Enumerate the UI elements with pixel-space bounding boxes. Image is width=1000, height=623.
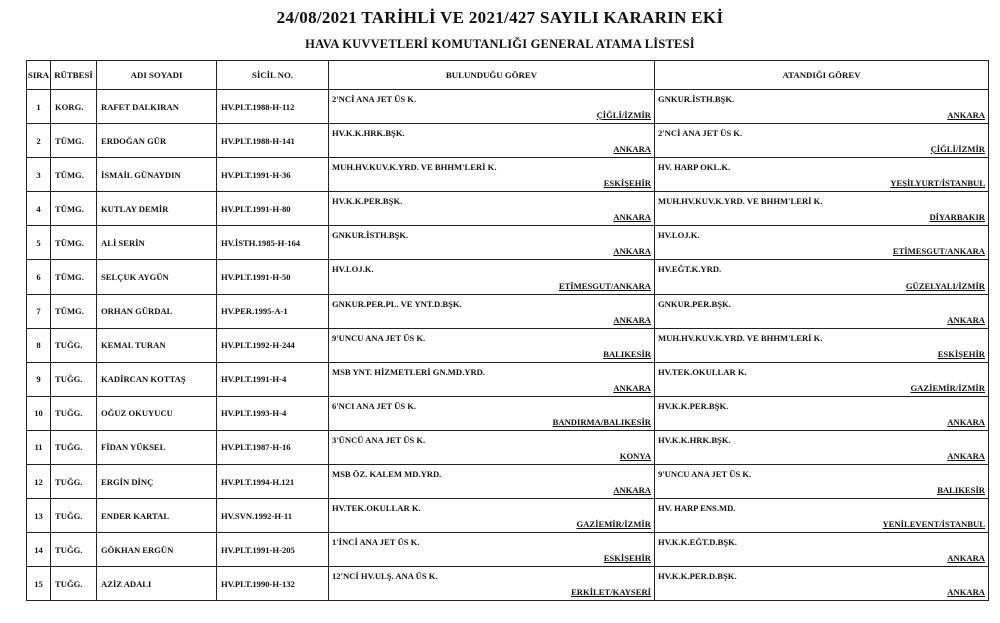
gorev-location: GAZİEMİR/İZMİR	[910, 382, 985, 393]
row-bulundugu-gorev	[329, 465, 655, 499]
row-sicil-no: HV.PLT.1990-H-132	[217, 567, 329, 601]
gorev-location: ANKARA	[947, 110, 985, 121]
row-sira: 6	[27, 260, 51, 294]
row-sira: 3	[27, 158, 51, 192]
row-ad-soyad: OĞUZ OKUYUCU	[97, 396, 217, 430]
row-ad-soyad: İSMAİL GÜNAYDIN	[97, 158, 217, 192]
header-sicil-no: SİCİL NO.	[217, 61, 329, 90]
gorev-location: ANKARA	[947, 314, 985, 325]
row-sira: 9	[27, 362, 51, 396]
table-row	[27, 567, 989, 601]
row-bulundugu-gorev	[329, 396, 655, 430]
row-sicil-no: HV.SVN.1992-H-11	[217, 499, 329, 533]
gorev-location: ANKARA	[613, 314, 651, 325]
document-title: 24/08/2021 TARİHLİ VE 2021/427 SAYILI KARARIN EKİ	[276, 8, 724, 27]
header-sira: SIRA	[27, 61, 51, 90]
gorev-location: ESKİŞEHİR	[603, 553, 651, 564]
gorev-unit: GNKUR.PER.BŞK.	[658, 298, 731, 309]
gorev-location: YENİLEVENT/İSTANBUL	[882, 519, 985, 530]
table-row	[27, 260, 989, 294]
table-row	[27, 430, 989, 464]
table-row	[27, 90, 989, 124]
row-ad-soyad: SELÇUK AYGÜN	[97, 260, 217, 294]
row-rutbe: TÜMG.	[51, 192, 97, 226]
row-rutbe: TUĞG.	[51, 499, 97, 533]
row-sira: 4	[27, 192, 51, 226]
gorev-location: BANDIRMA/BALIKESİR	[552, 416, 651, 427]
row-bulundugu-gorev	[329, 192, 655, 226]
gorev-location: ETİMESGUT/ANKARA	[558, 280, 651, 291]
row-ad-soyad: KEMAL TURAN	[97, 328, 217, 362]
row-rutbe: TUĞG.	[51, 362, 97, 396]
gorev-location: KONYA	[619, 451, 651, 462]
gorev-location: ERKİLET/KAYSERİ	[571, 587, 651, 598]
gorev-location: BALIKESİR	[603, 348, 651, 359]
gorev-location: GAZİEMİR/İZMİR	[576, 519, 651, 530]
table-row	[27, 226, 989, 260]
gorev-unit: 1'İNCİ ANA JET ÜS K.	[332, 537, 420, 548]
row-rutbe: TÜMG.	[51, 124, 97, 158]
table-row	[27, 158, 989, 192]
gorev-location: GÜZELYALI/İZMİR	[905, 280, 985, 291]
header-rutbe: RÜTBESİ	[51, 61, 97, 90]
gorev-location: ÇİĞLİ/İZMİR	[930, 144, 985, 155]
row-sicil-no: HV.PLT.1991-H-205	[217, 533, 329, 567]
document-subtitle: HAVA KUVVETLERİ KOMUTANLIĞI GENERAL ATAMA LİSTESİ	[305, 37, 695, 51]
gorev-unit: HV.K.K.PER.D.BŞK.	[658, 571, 737, 582]
row-sicil-no: HV.PLT.1991-H-4	[217, 362, 329, 396]
gorev-unit: 6'NCI ANA JET ÜS K.	[332, 400, 417, 411]
row-sira: 12	[27, 465, 51, 499]
gorev-unit: 3'ÜNCÜ ANA JET ÜS K.	[332, 434, 426, 445]
table-row	[27, 465, 989, 499]
gorev-unit: HV. HARP ENS.MD.	[658, 503, 736, 514]
row-bulundugu-gorev	[329, 430, 655, 464]
row-atandigi-gorev	[655, 567, 989, 601]
gorev-unit: HV.K.K.PER.BŞK.	[658, 400, 729, 411]
row-atandigi-gorev	[655, 465, 989, 499]
row-ad-soyad: RAFET DALKIRAN	[97, 90, 217, 124]
gorev-location: ANKARA	[947, 416, 985, 427]
row-rutbe: TUĞG.	[51, 533, 97, 567]
row-rutbe: KORG.	[51, 90, 97, 124]
table-row	[27, 396, 989, 430]
row-atandigi-gorev	[655, 328, 989, 362]
row-atandigi-gorev	[655, 362, 989, 396]
row-rutbe: TÜMG.	[51, 260, 97, 294]
row-sira: 10	[27, 396, 51, 430]
row-bulundugu-gorev	[329, 328, 655, 362]
gorev-unit: 2'NCİ ANA JET ÜS K.	[658, 128, 743, 139]
table-row	[27, 499, 989, 533]
row-atandigi-gorev	[655, 226, 989, 260]
gorev-unit: HV.K.K.HRK.BŞK.	[658, 434, 731, 445]
row-sicil-no: HV.PLT.1988-H-112	[217, 90, 329, 124]
row-sira: 15	[27, 567, 51, 601]
gorev-unit: HV. HARP OKL.K.	[658, 162, 731, 173]
table-row	[27, 294, 989, 328]
gorev-location: ÇİĞLİ/İZMİR	[596, 110, 651, 121]
row-sira: 7	[27, 294, 51, 328]
gorev-location: ANKARA	[947, 553, 985, 564]
gorev-unit: 2'NCİ ANA JET ÜS K.	[332, 94, 417, 104]
row-sira: 5	[27, 226, 51, 260]
gorev-unit: 9'UNCU ANA JET ÜS K.	[658, 469, 752, 480]
row-ad-soyad: FİDAN YÜKSEL	[97, 430, 217, 464]
row-rutbe: TUĞG.	[51, 328, 97, 362]
row-sicil-no: HV.PLT.1992-H-244	[217, 328, 329, 362]
gorev-unit: GNKUR.İSTH.BŞK.	[332, 230, 409, 241]
row-ad-soyad: ERGİN DİNÇ	[97, 465, 217, 499]
row-sicil-no: HV.PLT.1987-H-16	[217, 430, 329, 464]
row-ad-soyad: ORHAN GÜRDAL	[97, 294, 217, 328]
row-ad-soyad: KUTLAY DEMİR	[97, 192, 217, 226]
gorev-unit: HV.K.K.PER.BŞK.	[332, 196, 403, 207]
row-rutbe: TUĞG.	[51, 465, 97, 499]
gorev-location: ANKARA	[613, 144, 651, 155]
row-rutbe: TUĞG.	[51, 430, 97, 464]
row-sicil-no: HV.PLT.1991-H-36	[217, 158, 329, 192]
row-bulundugu-gorev	[329, 158, 655, 192]
row-sicil-no: HV.İSTH.1985-H-164	[217, 226, 329, 260]
gorev-unit: MSB ÖZ. KALEM MD.YRD.	[332, 469, 442, 480]
row-sicil-no: HV.PLT.1994-H.121	[217, 465, 329, 499]
row-bulundugu-gorev	[329, 533, 655, 567]
row-bulundugu-gorev	[329, 499, 655, 533]
table-row	[27, 533, 989, 567]
row-atandigi-gorev	[655, 533, 989, 567]
table-row	[27, 124, 989, 158]
row-ad-soyad: GÖKHAN ERGÜN	[97, 533, 217, 567]
row-sira: 13	[27, 499, 51, 533]
gorev-unit: GNKUR.PER.PL. VE YNT.D.BŞK.	[332, 298, 462, 309]
row-atandigi-gorev	[655, 499, 989, 533]
gorev-location: ANKARA	[613, 246, 651, 257]
gorev-location: ESKİŞEHİR	[603, 178, 651, 189]
row-ad-soyad: KADİRCAN KOTTAŞ	[97, 362, 217, 396]
gorev-unit: MSB YNT. HİZMETLERİ GN.MD.YRD.	[332, 366, 486, 377]
gorev-location: ANKARA	[947, 587, 985, 598]
row-atandigi-gorev	[655, 396, 989, 430]
row-bulundugu-gorev	[329, 362, 655, 396]
gorev-unit: 12'NCİ HV.ULŞ. ANA ÜS K.	[332, 571, 438, 582]
row-atandigi-gorev	[655, 90, 989, 124]
table-row	[27, 362, 989, 396]
gorev-unit: MUH.HV.KUV.K.YRD. VE BHHM'LERİ K.	[332, 162, 497, 173]
gorev-location: ANKARA	[613, 212, 651, 223]
row-sira: 14	[27, 533, 51, 567]
row-sicil-no: HV.PLT.1993-H-4	[217, 396, 329, 430]
row-rutbe: TÜMG.	[51, 226, 97, 260]
gorev-unit: GNKUR.İSTH.BŞK.	[658, 94, 735, 104]
row-ad-soyad: ERDOĞAN GÜR	[97, 124, 217, 158]
row-sicil-no: HV.PLT.1988-H-141	[217, 124, 329, 158]
gorev-location: YEŞİLYURT/İSTANBUL	[890, 178, 985, 189]
gorev-unit: HV.TEK.OKULLAR K.	[332, 503, 421, 514]
row-ad-soyad: ALİ SERİN	[97, 226, 217, 260]
row-atandigi-gorev	[655, 430, 989, 464]
row-sira: 1	[27, 90, 51, 124]
row-sira: 8	[27, 328, 51, 362]
header-bulundugu-gorev: BULUNDUĞU GÖREV	[329, 61, 655, 90]
row-ad-soyad: AZİZ ADALI	[97, 567, 217, 601]
gorev-unit: HV.K.K.EĞT.D.BŞK.	[658, 537, 737, 548]
header-ad-soyad: ADI SOYADI	[97, 61, 217, 90]
gorev-unit: HV.K.K.HRK.BŞK.	[332, 128, 405, 139]
row-bulundugu-gorev	[329, 226, 655, 260]
gorev-location: DİYARBAKIR	[929, 212, 985, 223]
row-sicil-no: HV.PER.1995-A-1	[217, 294, 329, 328]
header-atandigi-gorev: ATANDIĞI GÖREV	[655, 61, 989, 90]
row-rutbe: TUĞG.	[51, 567, 97, 601]
gorev-unit: MUH.HV.KUV.K.YRD. VE BHHM'LERİ K.	[658, 332, 823, 343]
gorev-unit: HV.LOJ.K.	[658, 230, 700, 241]
row-ad-soyad: ENDER KARTAL	[97, 499, 217, 533]
row-bulundugu-gorev	[329, 90, 655, 124]
gorev-unit: HV.EĞT.K.YRD.	[658, 264, 722, 275]
row-rutbe: TÜMG.	[51, 158, 97, 192]
row-rutbe: TUĞG.	[51, 396, 97, 430]
gorev-location: ANKARA	[947, 451, 985, 462]
table-header-row	[27, 61, 989, 90]
gorev-unit: 9'UNCU ANA JET ÜS K.	[332, 332, 426, 343]
gorev-location: ANKARA	[613, 485, 651, 496]
appointment-table	[26, 60, 989, 601]
row-bulundugu-gorev	[329, 260, 655, 294]
row-sira: 2	[27, 124, 51, 158]
gorev-location: BALIKESİR	[937, 485, 985, 496]
table-body	[27, 90, 989, 601]
table-row	[27, 328, 989, 362]
row-sicil-no: HV.PLT.1991-H-50	[217, 260, 329, 294]
row-atandigi-gorev	[655, 124, 989, 158]
row-sira: 11	[27, 430, 51, 464]
gorev-location: ESKİŞEHİR	[937, 348, 985, 359]
row-sicil-no: HV.PLT.1991-H-80	[217, 192, 329, 226]
row-atandigi-gorev	[655, 294, 989, 328]
gorev-unit: HV.TEK.OKULLAR K.	[658, 366, 747, 377]
row-bulundugu-gorev	[329, 567, 655, 601]
gorev-unit: MUH.HV.KUV.K.YRD. VE BHHM'LERİ K.	[658, 196, 823, 207]
gorev-unit: HV.LOJ.K.	[332, 264, 374, 275]
gorev-location: ANKARA	[613, 382, 651, 393]
row-bulundugu-gorev	[329, 294, 655, 328]
gorev-location: ETİMESGUT/ANKARA	[892, 246, 985, 257]
row-atandigi-gorev	[655, 260, 989, 294]
row-rutbe: TÜMG.	[51, 294, 97, 328]
row-bulundugu-gorev	[329, 124, 655, 158]
table-row	[27, 192, 989, 226]
row-atandigi-gorev	[655, 158, 989, 192]
row-atandigi-gorev	[655, 192, 989, 226]
